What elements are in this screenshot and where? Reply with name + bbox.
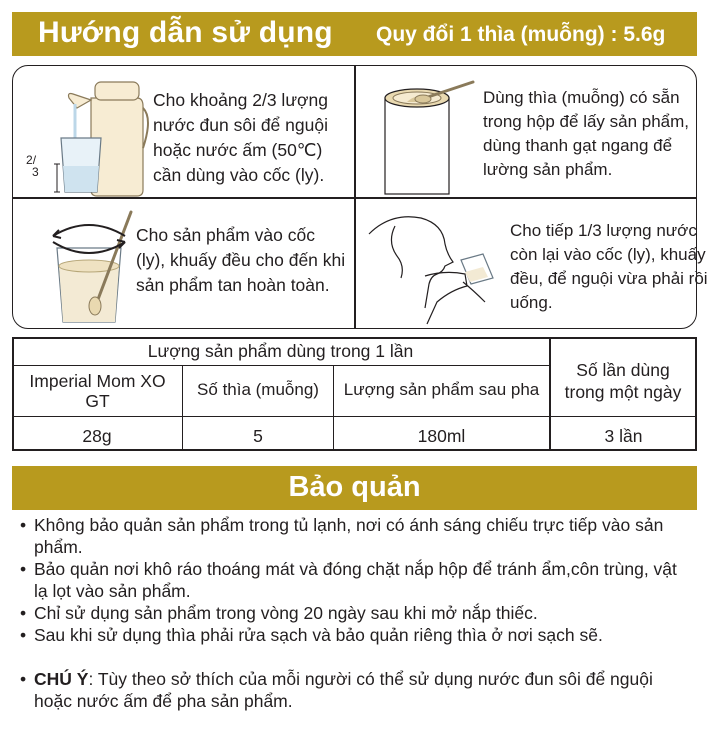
storage-title: Bảo quản [288,471,421,503]
storage-item-text: Sau khi sử dụng thìa phải rửa sạch và bảo quản riêng thìa ở nơi sạch sẽ. [34,625,603,645]
bullet: • [20,603,27,623]
spoon-conversion: Quy đổi 1 thìa (muỗng) : 5.6g [376,23,666,46]
storage-item-text: Bảo quản nơi khô ráo thoáng mát và đóng chặt nắp hộp để tránh ẩm,côn trùng, vật lạ lọt vào sản phẩm. [34,559,677,601]
storage-item-text: Không bảo quản sản phẩm trong tủ lạnh, nơi có ánh sáng chiếu trực tiếp vào sản phẩm. [34,515,664,557]
step-3-text: Cho sản phẩm vào cốc (ly), khuấy đều cho đến khi sản phẩm tan hoàn toàn. [136,225,346,295]
bullet: • [20,669,27,689]
cell-spoons: 5 [253,426,263,446]
list-item [20,514,695,558]
column-header-product: Imperial Mom XO GT [29,371,166,411]
kettle-pouring-icon [27,76,152,198]
cell-volume: 180ml [417,426,466,446]
note-label: CHÚ Ý [34,669,89,689]
list-item [20,602,695,624]
storage-header [12,466,697,510]
fraction-label: 2/ 3 [26,153,39,179]
bullet: • [20,515,27,535]
stirring-glass-icon [49,206,139,326]
cell-amount: 28g [82,426,112,446]
note-item [20,668,695,712]
storage-list [20,514,695,712]
step-1-text: Cho khoảng 2/3 lượng nước đun sôi để nguội hoặc nước ấm (50℃) cần dùng vào cốc (ly). [153,90,328,185]
column-header-volume: Lượng sản phẩm sau pha [343,380,540,399]
step-2-text: Dùng thìa (muỗng) có sẵn trong hộp để lấy sản phẩm, dùng thanh gạt ngang để lường sản phẩm. [483,88,690,179]
step-4-text: Cho tiếp 1/3 lượng nước còn lại vào cốc (ly), khuấy đều, để nguội vừa phải rồi uống. [510,221,708,312]
column-header-times: Số lần dùng trong một ngày [564,360,682,402]
bullet: • [20,625,27,645]
steps-grid [12,65,708,329]
usage-guide-title: Hướng dẫn sử dụng [38,16,333,49]
fraction-numerator: 2 [26,153,33,167]
bullet: • [20,559,27,579]
column-header-spoons: Số thìa (muỗng) [197,380,319,399]
storage-item-text: Chỉ sử dụng sản phẩm trong vòng 20 ngày sau khi mở nắp thiếc. [34,603,538,623]
dose-table [12,337,697,451]
cell-times: 3 lần [604,426,643,446]
fraction-denominator: 3 [32,165,39,179]
list-item [20,558,695,602]
person-drinking-icon [365,206,510,326]
note-text: : Tùy theo sở thích của mỗi người có thể sử dụng nước đun sôi để nguội hoặc nước ấm để pha sản phẩm. [34,669,653,711]
dose-group-header: Lượng sản phẩm dùng trong 1 lần [147,341,414,361]
usage-guide-header [12,12,697,56]
list-item [20,624,695,646]
tin-spoon-icon [381,78,481,196]
